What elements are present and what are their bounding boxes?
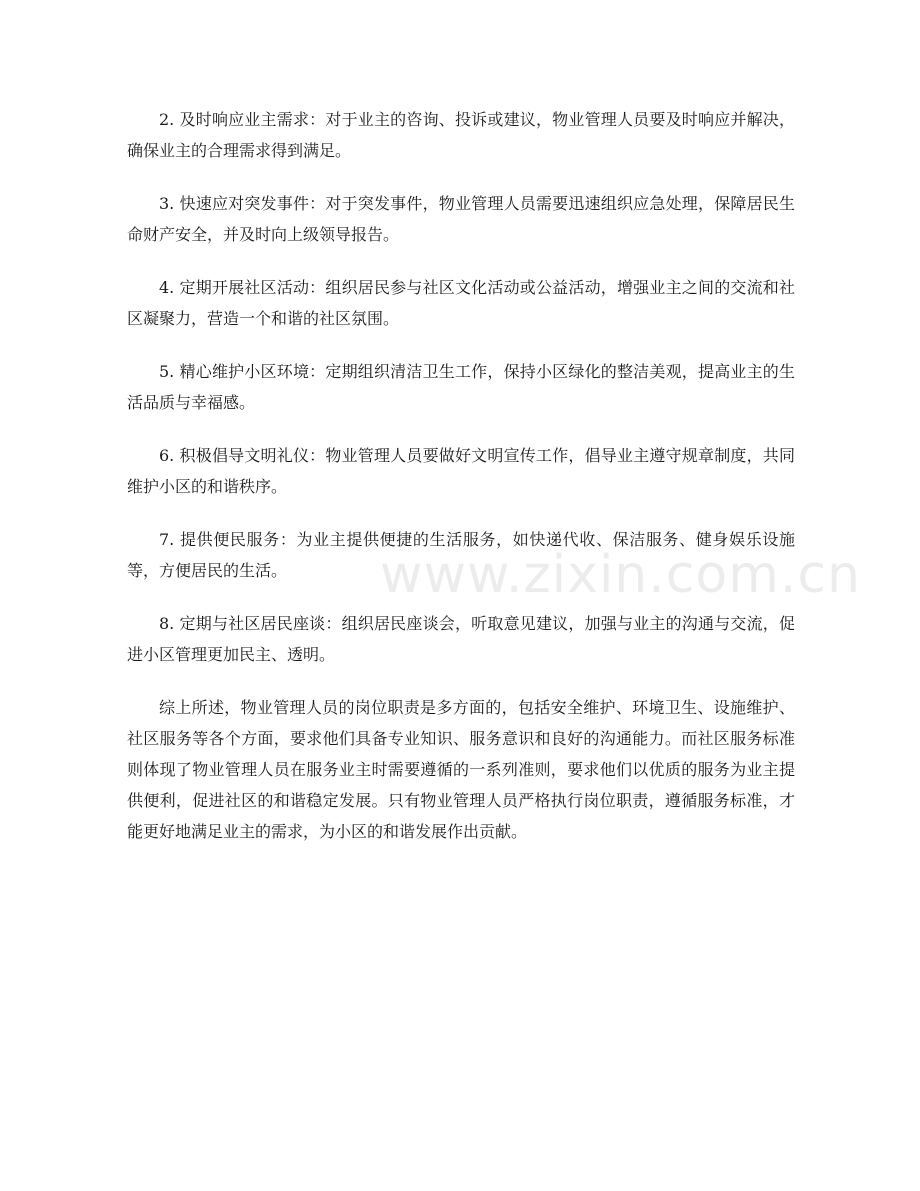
summary-paragraph: 综上所述，物业管理人员的岗位职责是多方面的，包括安全维护、环境卫生、设施维护、社区服务等各个方面，要求他们具备专业知识、服务意识和良好的沟通能力。而社区服务标准则体现了物业管理人员在服务业主时需要遵循的一系列准则，要求他们以优质的服务为业主提供便利，促进社区的和谐稳定发展。只有物业管理人员严格执行岗位职责，遵循服务标准，才能更好地满足业主的需求，为小区的和谐发展作出贡献。 [127,698,795,841]
paragraph-item-5: 5. 精心维护小区环境：定期组织清洁卫生工作，保持小区绿化的整洁美观，提高业主的生活品质与幸福感。 [127,362,795,412]
paragraph-item-8: 8. 定期与社区居民座谈：组织居民座谈会，听取意见建议，加强与业主的沟通与交流，促进小区管理更加民主、透明。 [127,614,795,664]
paragraph-item-7: 7. 提供便民服务：为业主提供便捷的生活服务，如快递代收、保洁服务、健身娱乐设施等，方便居民的生活。 [127,530,795,580]
paragraph-item-3: 3. 快速应对突发事件：对于突发事件，物业管理人员需要迅速组织应急处理，保障居民生命财产安全，并及时向上级领导报告。 [127,194,795,244]
watermark: www.zixin.com.cn [380,545,861,605]
paragraph-item-4: 4. 定期开展社区活动：组织居民参与社区文化活动或公益活动，增强业主之间的交流和社区凝聚力，营造一个和谐的社区氛围。 [127,278,795,328]
paragraph-item-2: 2. 及时响应业主需求：对于业主的咨询、投诉或建议，物业管理人员要及时响应并解决，确保业主的合理需求得到满足。 [127,110,795,160]
document-body [127,104,795,869]
paragraph-item-6: 6. 积极倡导文明礼仪：物业管理人员要做好文明宣传工作，倡导业主遵守规章制度，共同维护小区的和谐秩序。 [127,446,795,496]
